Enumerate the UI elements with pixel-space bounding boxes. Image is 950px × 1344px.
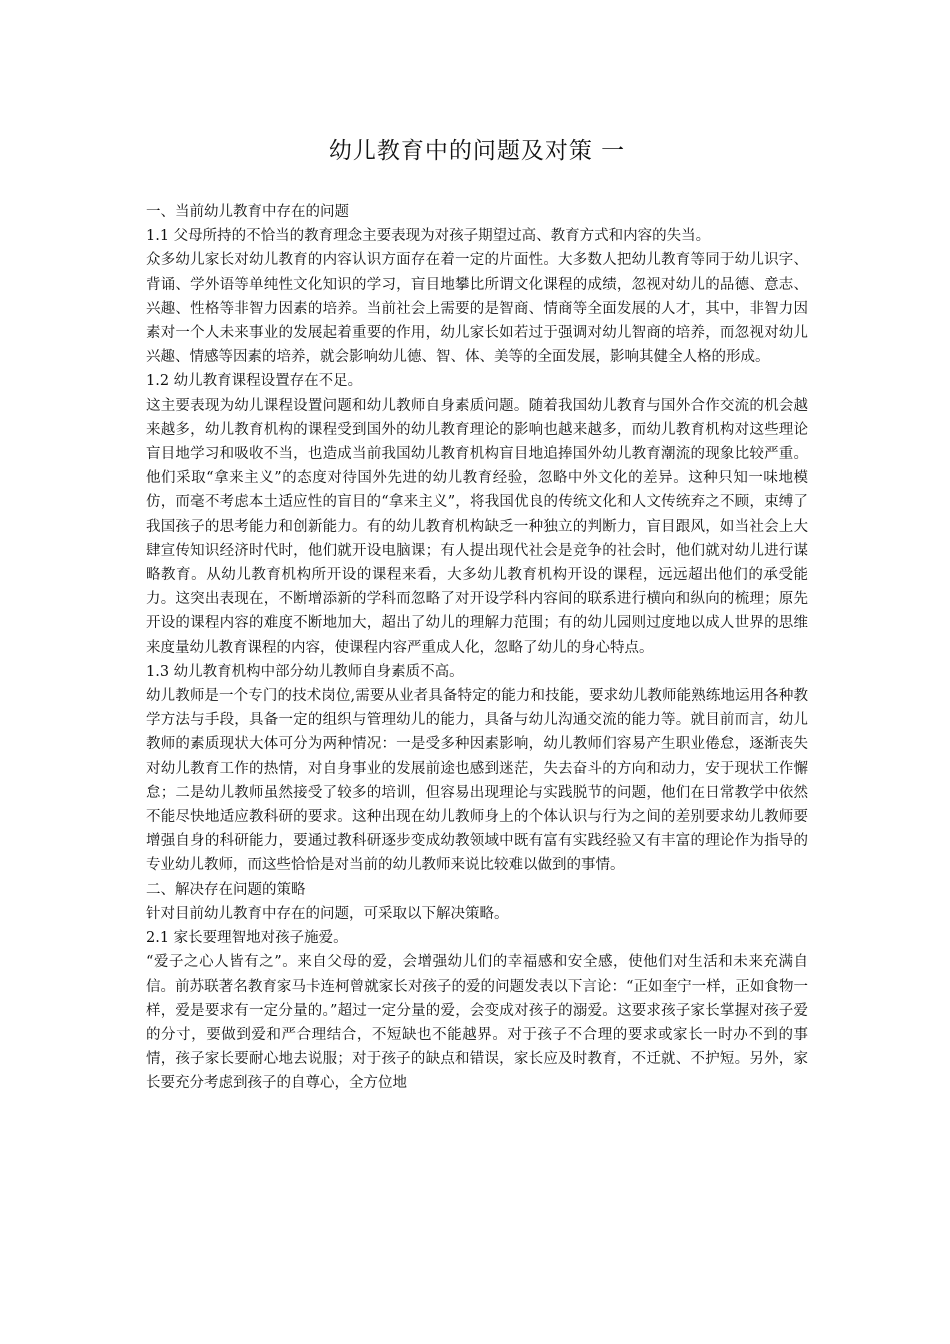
subsection-heading-1-2: 1.2 幼儿教育课程设置存在不足。	[146, 373, 363, 390]
paragraph-1-2: 这主要表现为幼儿课程设置问题和幼儿教师自身素质问题。随着我国幼儿教育与国外合作交流的机会越来越多，幼儿教育机构的课程受到国外的幼儿教育理论的影响也越来越多，而幼儿教育机构对这些理论盲目地学习和吸收不当，也造成当前我国幼儿教育机构盲目地追捧国外幼儿教育潮流的现象比较严重。他们采取“拿来主义”的态度对待国外先进的幼儿教育经验，忽略中外文化的差异。这种只知一味地模仿，而毫不考虑本土适应性的盲目的“拿来主义”，将我国优良的传统文化和人文传统弃之不顾，束缚了我国孩子的思考能力和创新能力。有的幼儿教育机构缺乏一种独立的判断力，盲目跟风，如当社会上大肆宣传知识经济时代时，他们就开设电脑课；有人提出现代社会是竞争的社会时，他们就对幼儿进行谋略教育。从幼儿教育机构所开设的课程来看，大多幼儿教育机构开设的课程，远远超出他们的承受能力。这突出表现在，不断增添新的学科而忽略了对开设学科内容间的联系进行横向和纵向的梳理；原先开设的课程内容的难度不断地加大，超出了幼儿的理解力范围；有的幼儿园则过度地以成人世界的思维来度量幼儿教育课程的内容，使课程内容严重成人化，忽略了幼儿的身心特点。	[146, 397, 808, 656]
paragraph-1-3: 幼儿教师是一个专门的技术岗位,需要从业者具备特定的能力和技能，要求幼儿教师能熟练地运用各种教学方法与手段，具备一定的组织与管理幼儿的能力，具备与幼儿沟通交流的能力等。就目前而言，幼儿教师的素质现状大体可分为两种情况：一是受多种因素影响，幼儿教师们容易产生职业倦怠，逐渐丧失对幼儿教育工作的热情，对自身事业的发展前途也感到迷茫，失去奋斗的方向和动力，安于现状工作懈怠；二是幼儿教师虽然接受了较多的培训，但容易出现理论与实践脱节的问题，他们在日常教学中依然不能尽快地适应教科研的要求。这种出现在幼儿教师身上的个体认识与行为之间的差别要求幼儿教师要增强自身的科研能力，要通过教科研逐步变成幼教领域中既有富有实践经验又有丰富的理论作为指导的专业幼儿教师，而这些恰恰是对当前的幼儿教师来说比较难以做到的事情。	[146, 688, 808, 874]
subsection-heading-1-3: 1.3 幼儿教育机构中部分幼儿教师自身素质不高。	[146, 663, 464, 680]
section-heading-2: 二、解决存在问题的策略	[146, 881, 306, 898]
document-title: 幼儿教育中的问题及对策 一	[328, 138, 626, 164]
document-body	[146, 200, 808, 1096]
paragraph-2-intro: 针对目前幼儿教育中存在的问题，可采取以下解决策略。	[146, 905, 509, 922]
paragraph-1-1: 众多幼儿家长对幼儿教育的内容认识方面存在着一定的片面性。大多数人把幼儿教育等同于幼儿识字、背诵、学外语等单纯性文化知识的学习，盲目地攀比所谓文化课程的成绩，忽视对幼儿的品德、意志、兴趣、性格等非智力因素的培养。当前社会上需要的是智商、情商等全面发展的人才，其中，非智力因素对一个人未来事业的发展起着重要的作用，幼儿家长如若过于强调对幼儿智商的培养，而忽视对幼儿兴趣、情感等因素的培养，就会影响幼儿德、智、体、美等的全面发展，影响其健全人格的形成。	[146, 252, 808, 366]
subsection-heading-1-1: 1.1 父母所持的不恰当的教育理念主要表现为对孩子期望过高、教育方式和内容的失当。	[146, 228, 711, 245]
paragraph-2-1: “爱子之心人皆有之”。来自父母的爱，会增强幼儿们的幸福感和安全感，使他们对生活和未来充满自信。前苏联著名教育家马卡连柯曾就家长对孩子的爱的问题发表以下言论：“正如奎宁一样，正如食物一样，爱是要求有一定分量的。”超过一定分量的爱，会变成对孩子的溺爱。这要求孩子家长掌握对孩子爱的分寸，要做到爱和严合理结合，不短缺也不能越界。对于孩子不合理的要求或家长一时办不到的事情，孩子家长要耐心地去说服；对于孩子的缺点和错误，家长应及时教育，不迁就、不护短。另外，家长要充分考虑到孩子的自尊心，全方位地	[146, 954, 808, 1092]
subsection-heading-2-1: 2.1 家长要理智地对孩子施爱。	[146, 930, 348, 947]
section-heading-1: 一、当前幼儿教育中存在的问题	[146, 204, 349, 220]
